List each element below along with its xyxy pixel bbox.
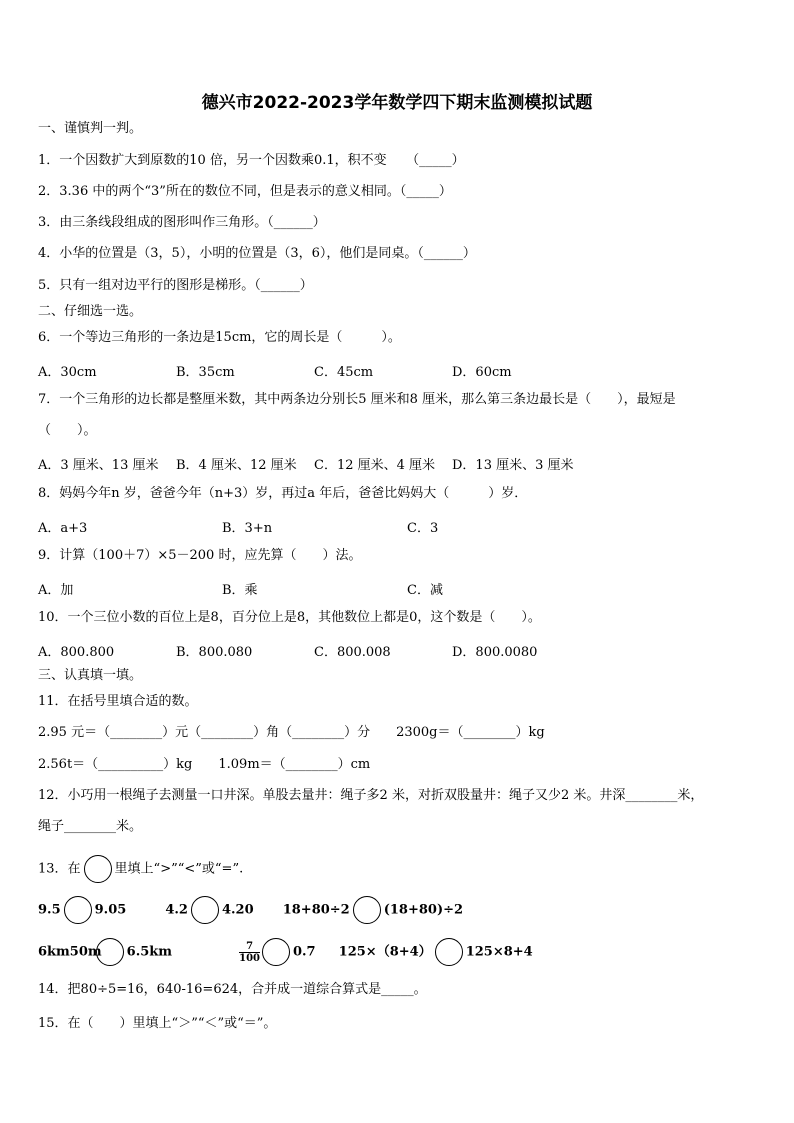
q13-expr: 6km50m [38,944,102,960]
q13-expr: 125×8+4 [465,944,533,960]
q13-suffix: 里填上“>”“<”或“=”. [114,861,244,877]
q10-option-d: D．800.0080 [452,645,538,660]
q10-option-b: B．800.080 [176,645,253,660]
q6-option-a: A．30cm [38,365,97,380]
q13-prefix: 13．在 [38,861,81,877]
q7-option-c: C．12 厘米、4 厘米 [314,458,436,473]
question-15: 15．在（ ）里填上“＞”“＜”或“＝”。 [38,1016,277,1031]
q7-option-a: A．3 厘米、13 厘米 [38,458,159,473]
fraction-numerator: 7 [239,941,260,953]
question-10: 10．一个三位小数的百位上是8，百分位上是8，其他数位上都是0，这个数是（ ）。 [38,610,541,625]
compare-circle [84,855,112,883]
question-8: 8．妈妈今年n 岁，爸爸今年（n+3）岁，再过a 年后，爸爸比妈妈大（ ）岁． [38,486,528,501]
q9-option-a: A．加 [38,583,74,598]
q7-option-d: D．13 厘米、3 厘米 [452,458,574,473]
q10-option-c: C．800.008 [314,645,391,660]
q13-expr: 125×（8+4） [338,944,432,960]
q13-expr: 4.20 [221,902,254,918]
q6-option-b: B．35cm [176,365,235,380]
q13-expr: 6.5km [126,944,173,960]
answer-circle[interactable] [262,938,290,966]
question-2: 2．3.36 中的两个“3”所在的数位不同，但是表示的意义相同。（_____） [38,184,452,199]
q6-option-c: C．45cm [314,365,374,380]
question-1: 1．一个因数扩大到原数的10 倍，另一个因数乘0.1，积不变 （_____） [38,153,465,168]
fraction [239,941,260,964]
q13-row-2 [38,938,533,966]
question-3: 3．由三条线段组成的图形叫作三角形。（______） [38,215,326,230]
question-4: 4．小华的位置是（3，5），小明的位置是（3，6），他们是同桌。（______） [38,246,476,261]
question-11: 11．在括号里填合适的数。 [38,694,198,709]
answer-circle[interactable] [353,896,381,924]
q11-fill-line-1: 2.95 元＝（________）元（________）角（________）分 2300g＝（________）kg [38,725,545,740]
q11-fill-line-2: 2.56t＝（__________）kg 1.09m＝（________）cm [38,757,371,772]
section-heading-1: 一、谨慎判一判。 [38,121,143,136]
q10-option-a: A．800.800 [38,645,115,660]
answer-circle[interactable] [191,896,219,924]
answer-circle[interactable] [64,896,92,924]
q6-option-d: D．60cm [452,365,512,380]
fraction-denominator: 100 [239,952,260,964]
question-7-continued: （ ）。 [38,423,97,438]
section-heading-3: 三、认真填一填。 [38,668,143,683]
q13-expr: 4.2 [165,902,188,918]
question-6: 6．一个等边三角形的一条边是15cm，它的周长是（ ）。 [38,330,401,345]
q8-option-c: C．3 [407,521,439,536]
q8-option-a: A．a+3 [38,521,88,536]
question-13 [38,855,243,883]
question-5: 5．只有一组对边平行的图形是梯形。（______） [38,278,313,293]
q13-expr: 18+80÷2 [282,902,350,918]
section-heading-2: 二、仔细选一选。 [38,304,143,319]
question-14: 14．把80÷5=16，640-16=624，合并成一道综合算式是_____。 [38,982,427,997]
q13-row-1 [38,896,463,924]
q8-option-b: B．3+n [222,521,273,536]
question-12: 12．小巧用一根绳子去测量一口井深。单股去量井：绳子多2 米，对折双股量井：绳子又少2 米。井深________米， [38,788,704,803]
question-12-continued: 绳子________米。 [38,819,143,834]
q7-option-b: B．4 厘米、12 厘米 [176,458,297,473]
answer-circle[interactable] [435,938,463,966]
page-title: 德兴市2022-2023学年数学四下期末监测模拟试题 [201,93,593,113]
q9-option-c: C．减 [407,583,443,598]
q13-expr: 9.05 [94,902,127,918]
q13-expr: (18+80)÷2 [383,902,464,918]
q13-expr: 9.5 [38,902,61,918]
answer-circle[interactable] [96,938,124,966]
q13-expr: 0.7 [292,944,316,960]
question-9: 9．计算（100＋7）×5－200 时，应先算（ ）法。 [38,548,362,563]
q9-option-b: B．乘 [222,583,258,598]
question-7: 7．一个三角形的边长都是整厘米数，其中两条边分别长5 厘米和8 厘米，那么第三条边最长是（ ），最短是 [38,392,676,407]
